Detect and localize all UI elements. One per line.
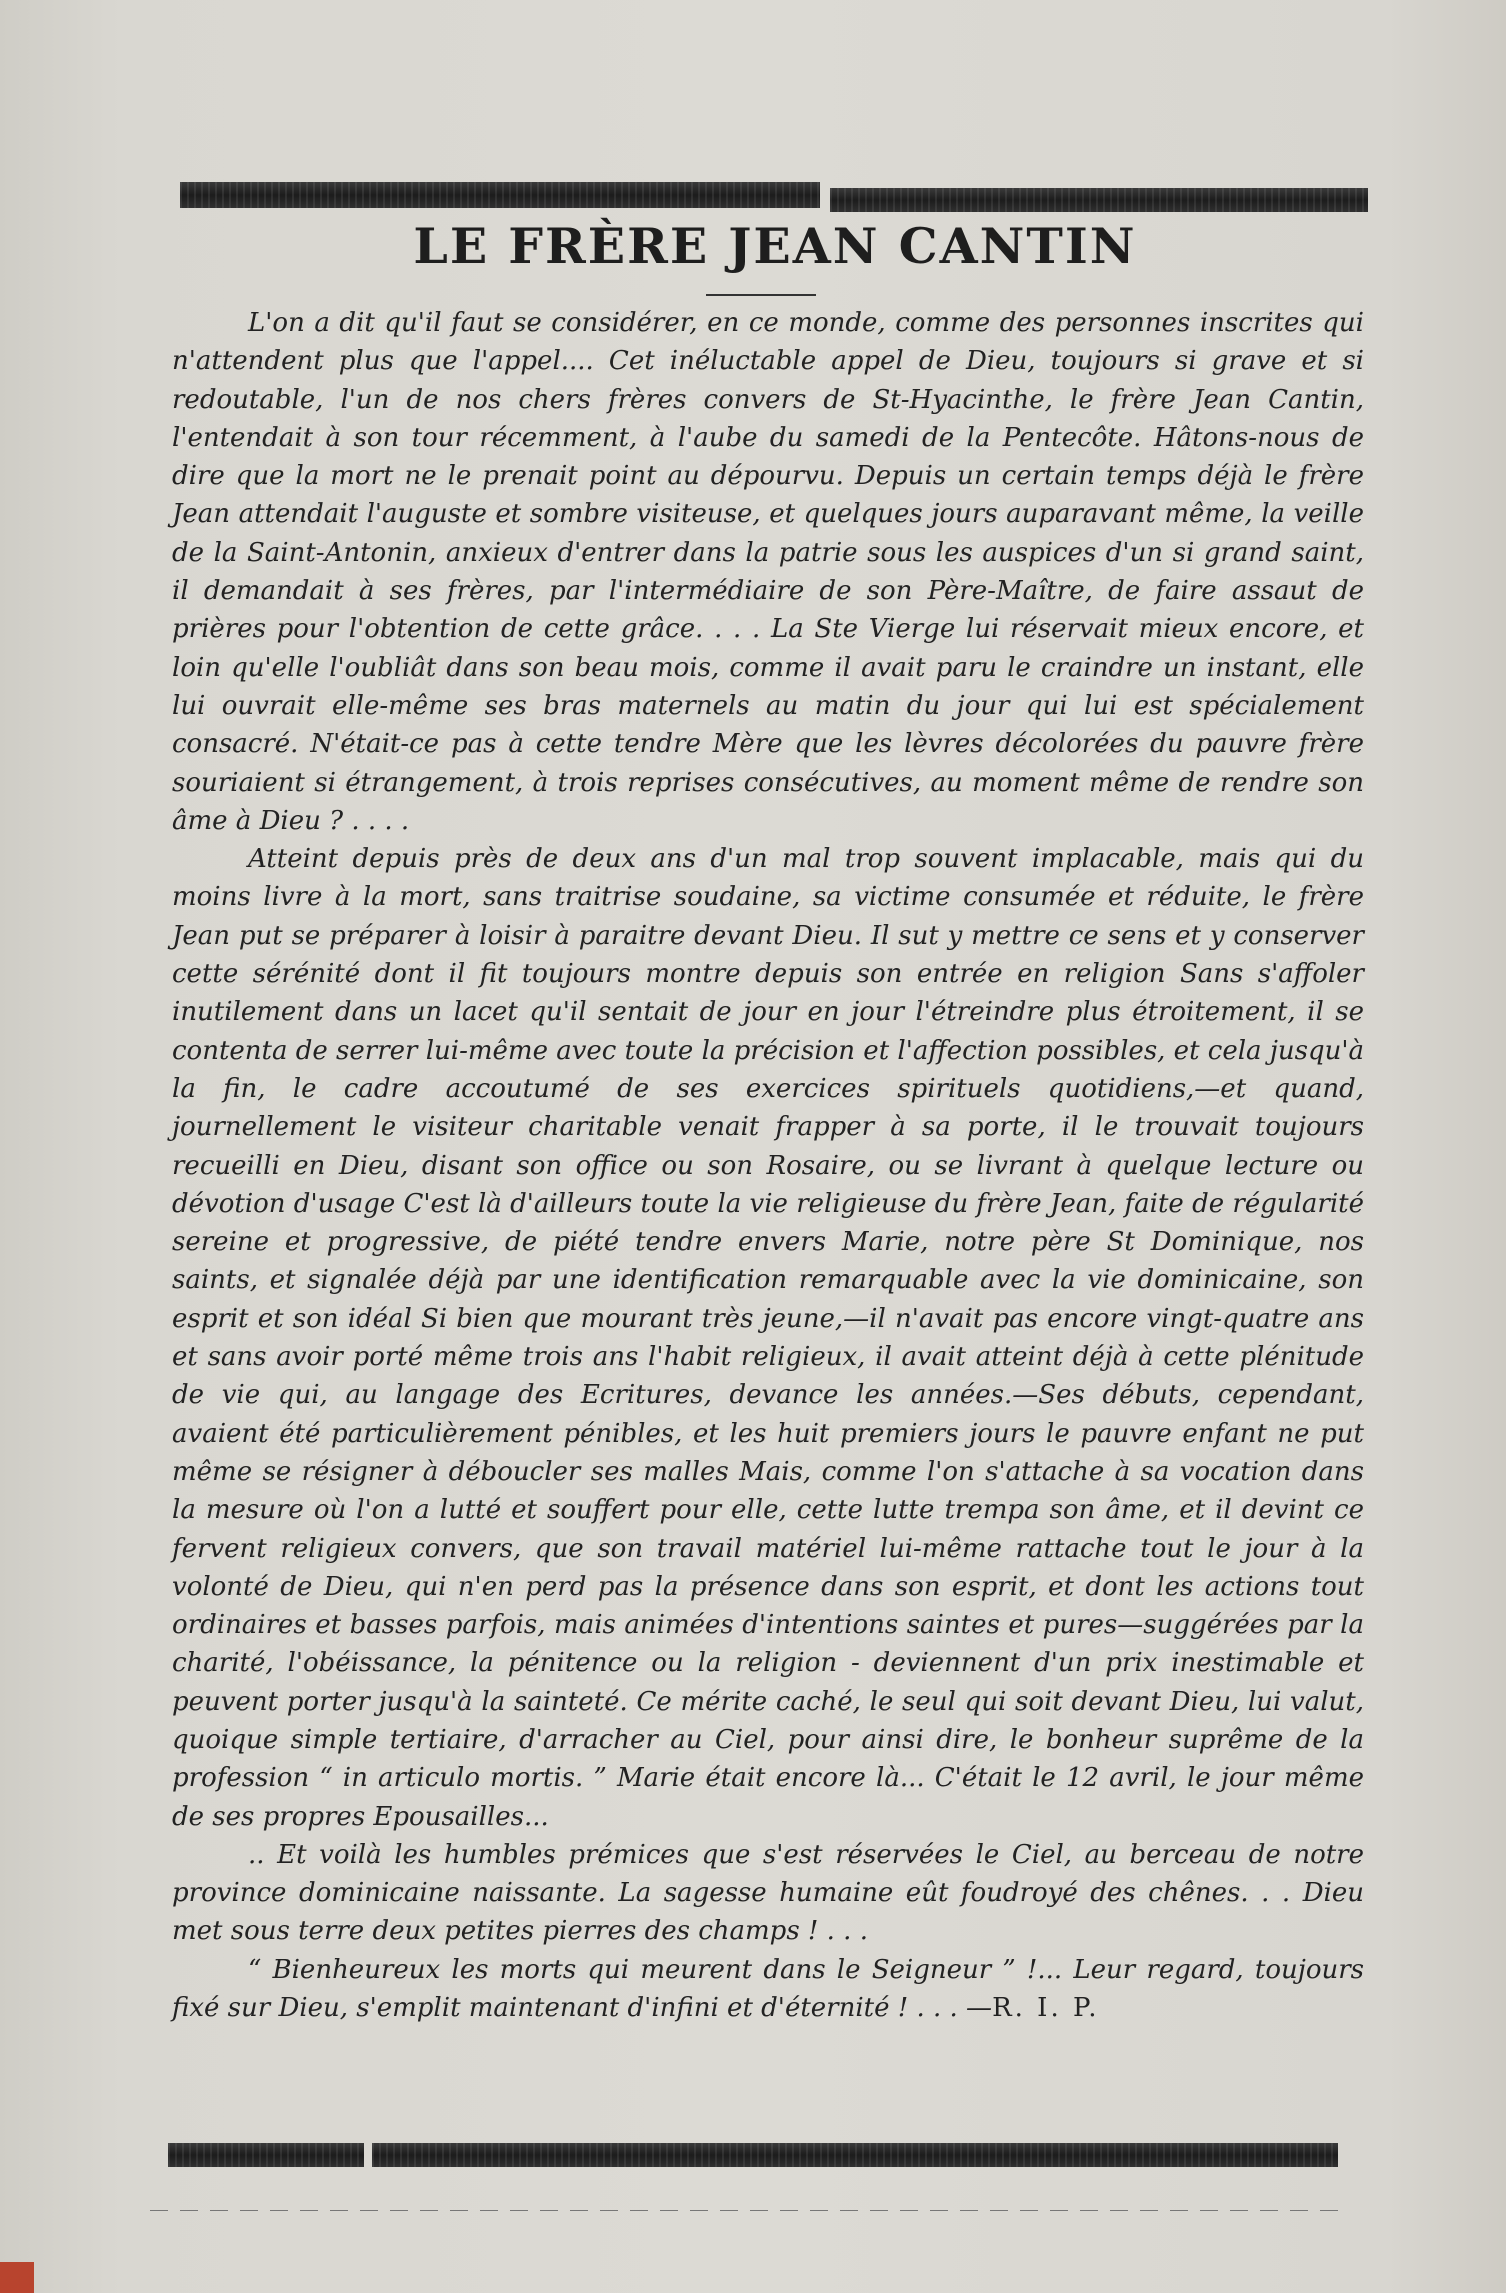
header-ornament-bar-left [180,182,820,208]
article-title: LE FRÈRE JEAN CANTIN [413,217,1137,275]
footer-dashed-rule [150,2210,1350,2211]
signature: R. I. P. [992,1993,1100,2024]
title-underline [706,294,816,296]
paragraph-2: Atteint depuis près de deux ans d'un mal trop souvent implacable, mais qui du moins livre à la mort, sans traitrise soudaine, sa victime consumée et réduite, le frère Jean put se préparer à loisir à paraitre devant Dieu. Il sut y mettre ce sens et y conserver cette sérénité dont il fit toujours montre depuis son entrée en religion Sans s'affoler inutilement dans un lacet qu'il sentait de jour en jour l'étreindre plus étroitement, il se contenta de serrer lui-même avec toute la précision et l'affection possibles, et cela jusqu'à la fin, le cadre accoutumé de ses exercices spirituels quotidiens,—et quand, journellement le visiteur charitable venait frapper à sa porte, il le trouvait toujours recueilli en Dieu, disant son office ou son Rosaire, ou se livrant à quelque lecture ou dévotion d'usage C'est là d'ailleurs toute la vie religieuse du frère Jean, faite de régularité sereine et progressive, de piété tendre envers Marie, notre père St Dominique, nos saints, et signalée déjà par une identification remarquable avec la vie dominicaine, son esprit et son idéal Si bien que mourant très jeune,—il n'avait pas encore vingt-quatre ans et sans avoir porté même trois ans l'habit religieux, il avait atteint déjà à cette plénitude de vie qui, au langage des Ecritures, devance les années.—Ses débuts, cependant, avaient été particulièrement pénibles, et les huit premiers jours le pauvre enfant ne put même se résigner à déboucler ses malles Mais, comme l'on s'attache à sa vocation dans la mesure où l'on a lutté et souffert pour elle, cette lutte trempa son âme, et il devint ce fervent religieux convers, que son travail matériel lui-même rattache tout le jour à la volonté de Dieu, qui n'en perd pas la présence dans son esprit, et dont les actions tout ordinaires et basses parfois, mais animées d'intentions saintes et pures—suggérées par la charité, l'obéissance, la pénitence ou la religion - deviennent d'un prix inestimable et peuvent porter jusqu'à la sainteté. Ce mérite caché, le seul qui soit devant Dieu, lui valut, quoique simple tertiaire, d'arracher au Ciel, pour ainsi dire, le bonheur suprême de la profession “ in articulo mortis. ” Marie était encore là... C'était le 12 avril, le jour même de ses propres Epousailles... [172,844,1365,1832]
scan-corner-mark [0,2262,34,2293]
paragraph-3: .. Et voilà les humbles prémices que s'est réservées le Ciel, au berceau de notre province dominicaine naissante. La sagesse humaine eût foudroyé des chênes. . . Dieu met sous terre deux petites pierres des champs ! . . . [172,1839,1364,1947]
footer-ornament-bar-right [372,2143,1338,2167]
paragraph-4 [172,1951,1364,2028]
paragraph-4-text: “ Bienheureux les morts qui meurent dans le Seigneur ” !... Leur regard, toujours fixé sur Dieu, s'emplit maintenant d'infini et d'éternité ! . . . — [172,1954,1364,2024]
footer-ornament-bar-left [168,2143,364,2167]
article-body [172,304,1364,2027]
paragraph-1: L'on a dit qu'il faut se considérer, en ce monde, comme des personnes inscrites qui n'attendent plus que l'appel.... Cet inéluctable appel de Dieu, toujours si grave et si redoutable, l'un de nos chers frères convers de St-Hyacinthe, le frère Jean Cantin, l'entendait à son tour récemment, à l'aube du samedi de la Pentecôte. Hâtons-nous de dire que la mort ne le prenait point au dépourvu. Depuis un certain temps déjà le frère Jean attendait l'auguste et sombre visiteuse, et quelques jours auparavant même, la veille de la Saint-Antonin, anxieux d'entrer dans la patrie sous les auspices d'un si grand saint, il demandait à ses frères, par l'intermédiaire de son Père-Maître, de faire assaut de prières pour l'obtention de cette grâce. . . . La Ste Vierge lui réservait mieux encore, et loin qu'elle l'oubliât dans son beau mois, comme il avait paru le craindre un instant, elle lui ouvrait elle-même ses bras maternels au matin du jour qui lui est spécialement consacré. N'était-ce pas à cette tendre Mère que les lèvres décolorées du pauvre frère souriaient si étrangement, à trois reprises consécutives, au moment même de rendre son âme à Dieu ? . . . . [172,308,1364,836]
